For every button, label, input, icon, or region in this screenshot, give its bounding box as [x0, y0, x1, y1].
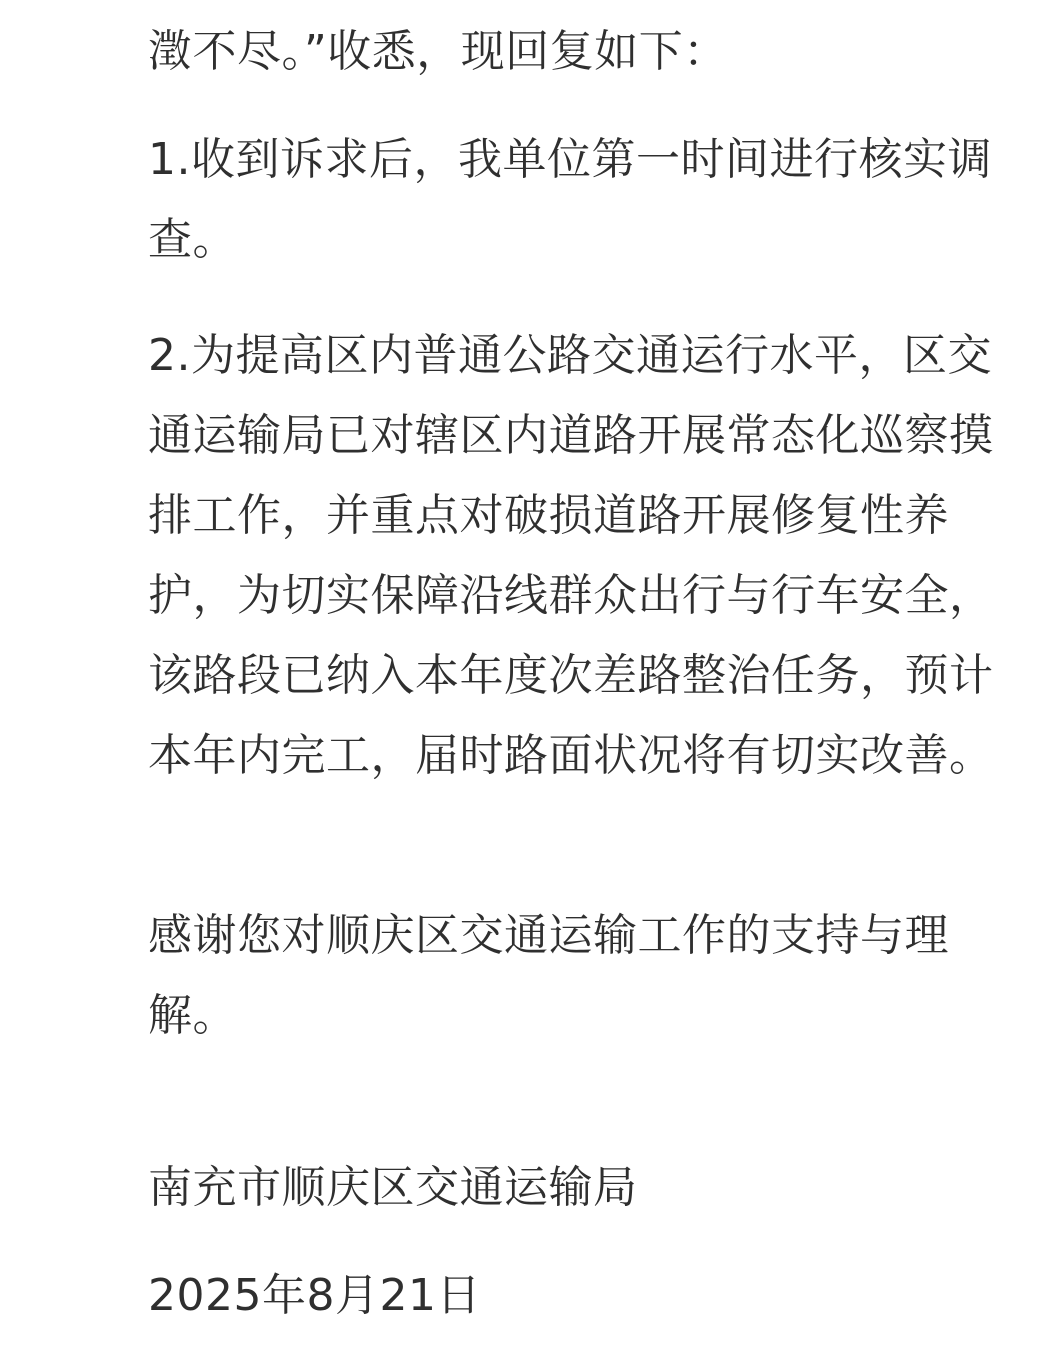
paragraph-point-2: 2.为提高区内普通公路交通运行水平，区交通运输局已对辖区内道路开展常态化巡察摸排工作，并重点对破损道路开展修复性养护，为切实保障沿线群众出行与行车安全，该路段已纳入本年度次差路整治任务，预计本年内完工，届时路面状况将有切实改善。 — [148, 330, 994, 781]
paragraph-thanks: 感谢您对顺庆区交通运输工作的支持与理解。 — [148, 910, 949, 1041]
paragraph-point-1: 1.收到诉求后，我单位第一时间进行核实调查。 — [148, 134, 992, 265]
signature-date: 2025年8月21日 — [148, 1270, 481, 1321]
signature-organization: 南充市顺庆区交通运输局 — [148, 1162, 638, 1213]
paragraph-intro: 澂不尽。”收悉，现回复如下： — [148, 26, 728, 77]
